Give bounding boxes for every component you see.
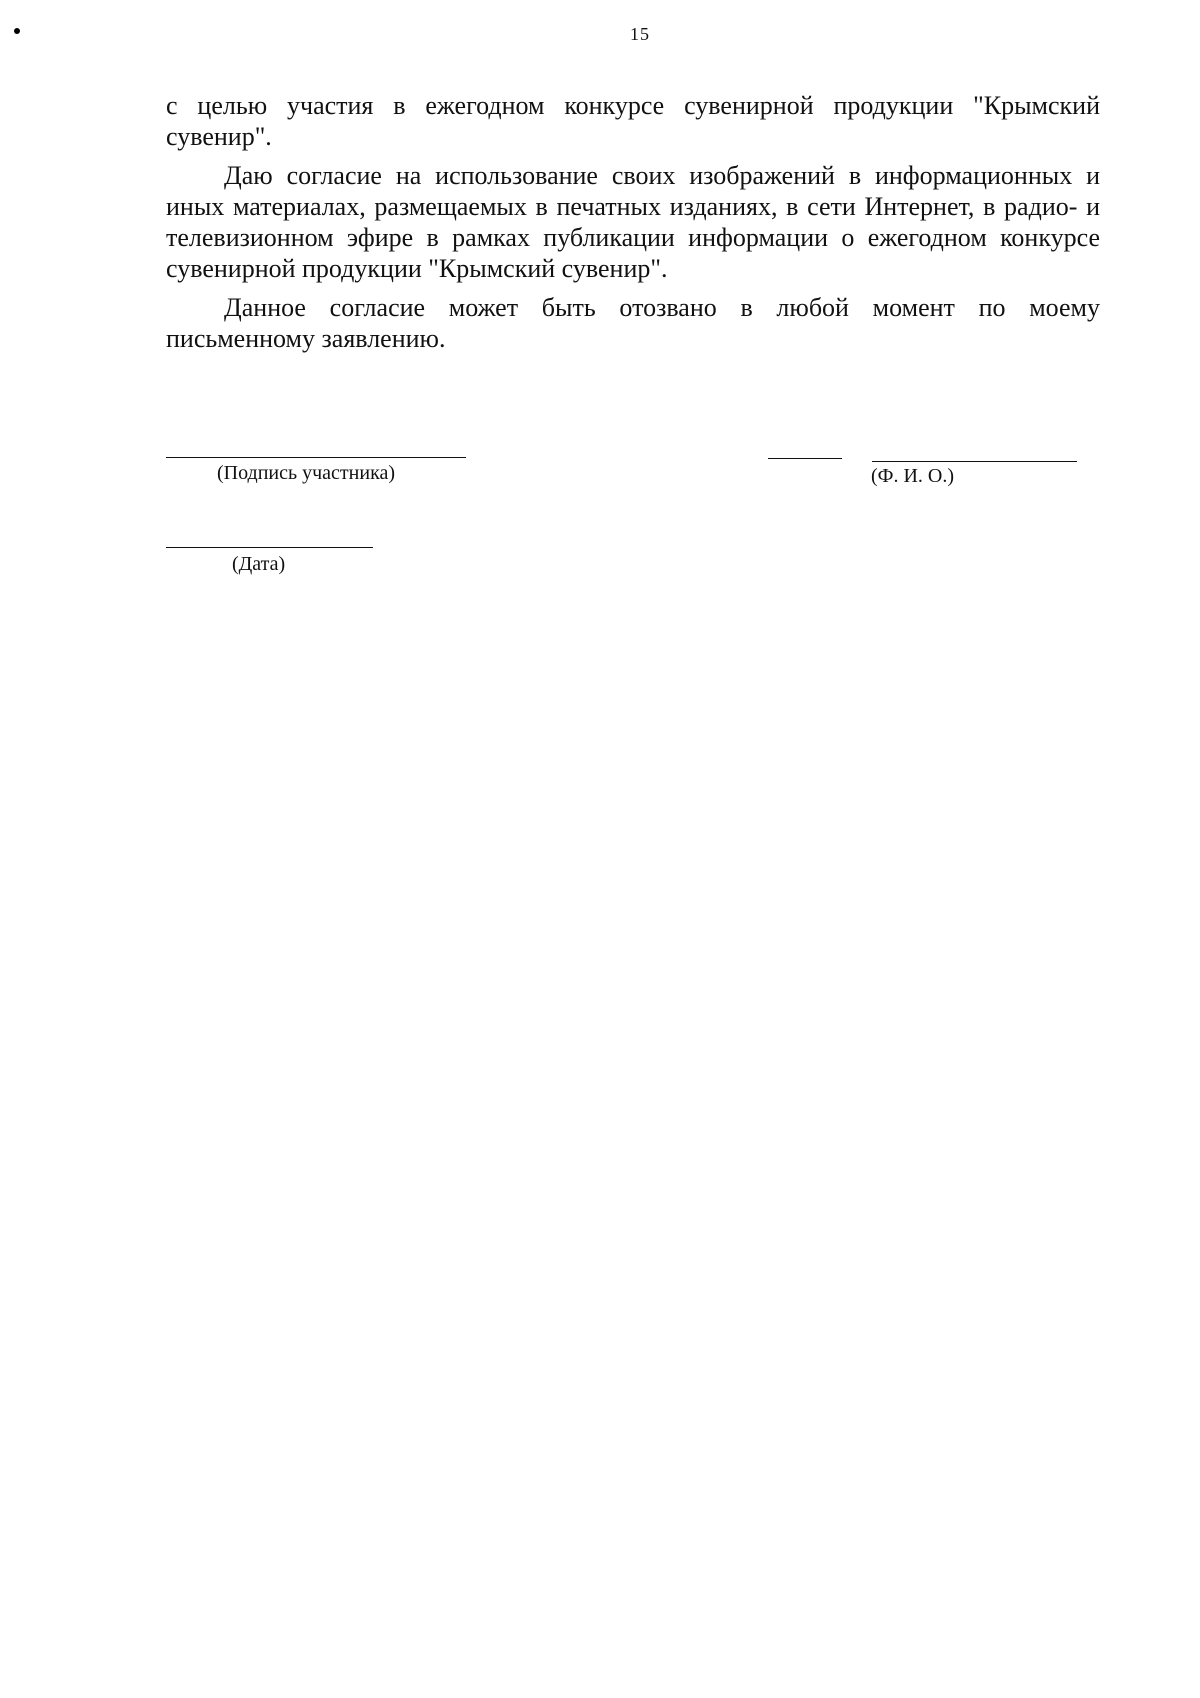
paragraph-image-consent: Даю согласие на использование своих изображений в информационных и иных материалах, размещаемых в печатных изданиях, в сети Интернет, в радио- и телевизионном эфире в рамках публикации информации о ежегодном конкурсе сувенирной продукции "Крымский сувенир". — [166, 161, 1100, 283]
paragraph-revocation: Данное согласие может быть отозвано в любой момент по моему письменному заявлению. — [166, 293, 1100, 353]
date-caption: (Дата) — [232, 553, 286, 575]
fio-caption: (Ф. И. О.) — [871, 465, 955, 487]
consent-text — [166, 90, 1100, 354]
fio-line[interactable] — [872, 461, 1077, 462]
paragraph-purpose: с целью участия в ежегодном конкурсе сувенирной продукции "Крымский сувенир". — [166, 91, 1100, 151]
date-line[interactable] — [166, 547, 373, 548]
participant-signature-line[interactable] — [166, 457, 466, 458]
page-number: 15 — [630, 24, 650, 44]
participant-signature-caption: (Подпись участника) — [217, 462, 396, 484]
fio-dash-line — [768, 458, 842, 459]
